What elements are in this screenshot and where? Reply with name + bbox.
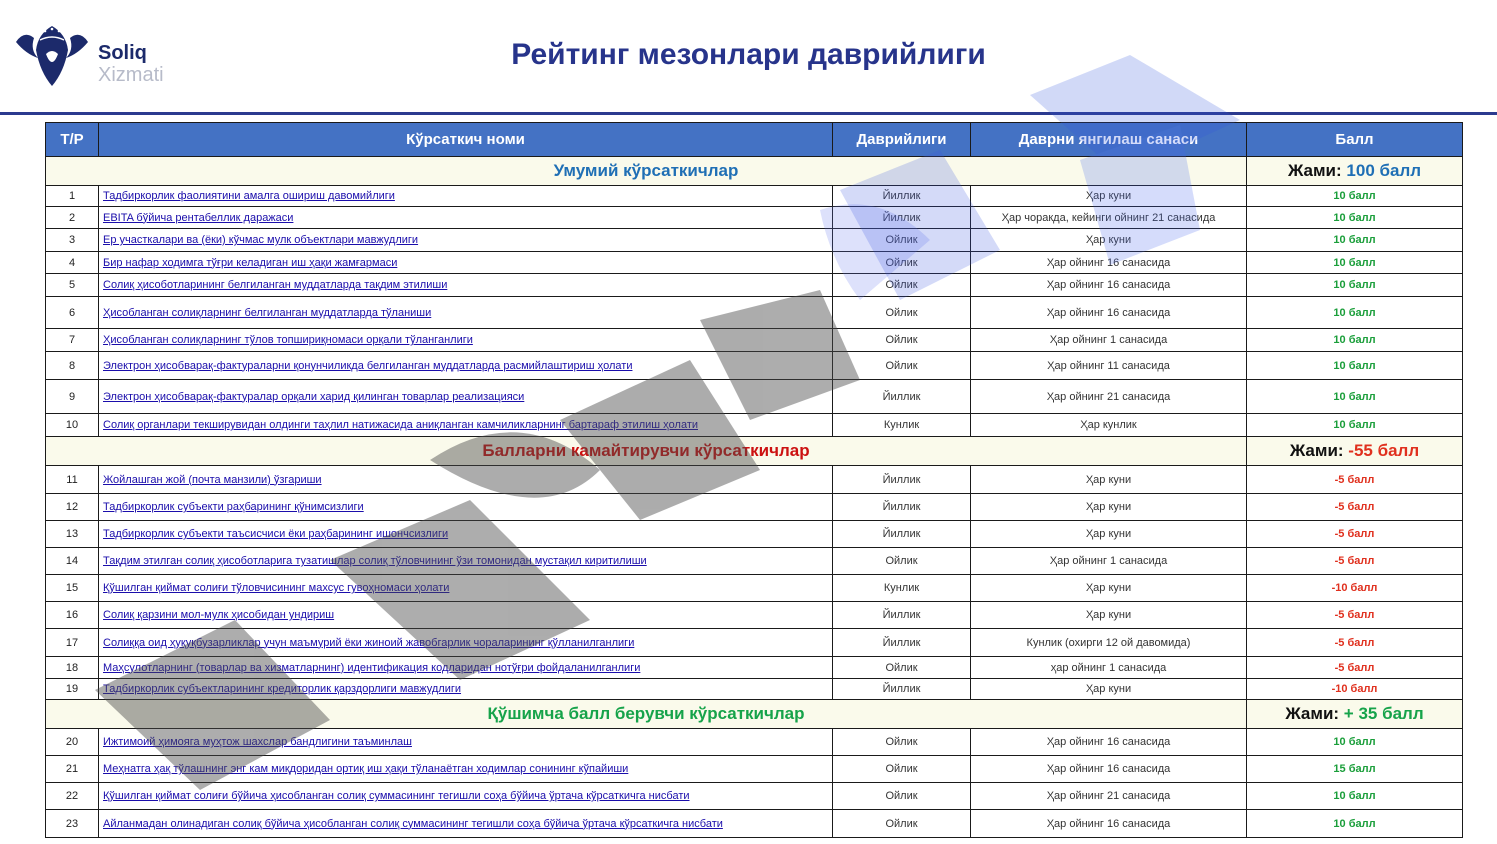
indicator-link[interactable]: Солиқ қарзини мол-мулк ҳисобидан ундириш (103, 609, 335, 621)
periodicity-cell: Йиллик (833, 494, 971, 521)
indicator-link[interactable]: Қўшилган қиймат солиғи тўловчисининг махсус гувоҳномаси ҳолати (103, 582, 450, 594)
update-date-cell: Ҳар куни (971, 494, 1247, 521)
indicator-link[interactable]: Тадбиркорлик субъекти раҳбарининг қўнимсизлиги (103, 501, 364, 513)
indicator-link-cell[interactable] (99, 629, 833, 657)
table-row (46, 229, 1463, 252)
indicator-link[interactable]: Айланмадан олинадиган солиқ бўйича ҳисобланган солиқ суммасининг тегишли соҳа бўйича ўртача кўрсаткичга нисбати (103, 817, 723, 830)
periodicity-cell: Йиллик (833, 186, 971, 207)
indicator-link-cell[interactable] (99, 575, 833, 602)
section-total (1247, 157, 1463, 186)
periodicity-cell: Ойлик (833, 297, 971, 329)
indicator-link[interactable]: Солиққа оид ҳуқуқбузарликлар учун маъмурий ёки жиноий жавобгарлик чораларининг қўлланилганлиги (103, 636, 635, 649)
row-number-cell: 1 (46, 186, 99, 207)
row-number-cell: 2 (46, 207, 99, 229)
periodicity-cell: Йиллик (833, 602, 971, 629)
update-date-cell: Ҳар куни (971, 679, 1247, 700)
section-header-general (46, 157, 1463, 186)
table-row (46, 297, 1463, 329)
section-header-reducing (46, 437, 1463, 466)
points-cell: -5 балл (1247, 494, 1463, 521)
table-row (46, 274, 1463, 297)
update-date-cell: Ҳар куни (971, 229, 1247, 252)
periodicity-cell: Йиллик (833, 380, 971, 414)
indicator-link[interactable]: Солиқ органлари текширувидан олдинги таҳлил натижасида аниқланган камчиликларнинг бартараф этилиш ҳолати (103, 419, 698, 431)
points-cell: 10 балл (1247, 186, 1463, 207)
points-cell: 10 балл (1247, 414, 1463, 437)
row-number-cell: 22 (46, 783, 99, 810)
table-row (46, 494, 1463, 521)
points-cell: 10 балл (1247, 297, 1463, 329)
points-cell: -5 балл (1247, 466, 1463, 494)
section-total-value: 100 балл (1346, 161, 1422, 180)
indicator-link-cell[interactable] (99, 380, 833, 414)
row-number-cell: 13 (46, 521, 99, 548)
update-date-cell: Ҳар ойнинг 16 санасида (971, 274, 1247, 297)
indicator-link[interactable]: Бир нафар ходимга тўғри келадиган иш ҳақи жамғармаси (103, 256, 398, 269)
indicator-link-cell[interactable] (99, 679, 833, 700)
table-row (46, 414, 1463, 437)
indicator-link-cell[interactable] (99, 186, 833, 207)
row-number-cell: 10 (46, 414, 99, 437)
indicator-link[interactable]: EBITA бўйича рентабеллик даражаси (103, 211, 294, 224)
indicator-link-cell[interactable] (99, 229, 833, 252)
periodicity-cell: Йиллик (833, 521, 971, 548)
points-cell: 10 балл (1247, 729, 1463, 756)
indicator-link-cell[interactable] (99, 602, 833, 629)
indicator-link-cell[interactable] (99, 414, 833, 437)
update-date-cell: Ҳар ойнинг 16 санасида (971, 729, 1247, 756)
section-title-text: Балларни камайтирувчи кўрсаткичлар (482, 441, 810, 460)
update-date-cell: Ҳар куни (971, 466, 1247, 494)
update-date-cell: Ҳар ойнинг 16 санасида (971, 297, 1247, 329)
section-total (1247, 437, 1463, 466)
section-title (46, 700, 1247, 729)
points-cell: 10 балл (1247, 252, 1463, 274)
periodicity-cell: Йиллик (833, 466, 971, 494)
col-header-indicator: Кўрсаткич номи (99, 123, 833, 157)
indicator-link-cell[interactable] (99, 297, 833, 329)
points-cell: -10 балл (1247, 679, 1463, 700)
section-total-label: Жами: (1285, 704, 1340, 723)
indicator-link[interactable]: Ҳисобланган солиқларнинг тўлов топшириқномаси орқали тўланганлиги (103, 334, 473, 346)
indicator-link-cell[interactable] (99, 274, 833, 297)
indicator-link-cell[interactable] (99, 252, 833, 274)
section-total-label: Жами: (1289, 441, 1344, 460)
periodicity-cell: Ойлик (833, 329, 971, 352)
table-row (46, 783, 1463, 810)
periodicity-cell: Ойлик (833, 352, 971, 380)
indicator-link[interactable]: Ижтимоий ҳимояга муҳтож шахслар бандлигини таъминлаш (103, 736, 412, 748)
update-date-cell: Ҳар ойнинг 21 санасида (971, 380, 1247, 414)
indicator-link[interactable]: Тадбиркорлик субъекти таъсисчиси ёки раҳбарининг ишончсизлиги (103, 528, 449, 540)
indicator-link-cell[interactable] (99, 729, 833, 756)
points-cell: 15 балл (1247, 756, 1463, 783)
row-number-cell: 16 (46, 602, 99, 629)
row-number-cell: 6 (46, 297, 99, 329)
indicator-link-cell[interactable] (99, 783, 833, 810)
points-cell: 10 балл (1247, 329, 1463, 352)
table-header-row (46, 123, 1463, 157)
indicator-link-cell[interactable] (99, 756, 833, 783)
table-row (46, 548, 1463, 575)
periodicity-cell: Ойлик (833, 810, 971, 838)
points-cell: -10 балл (1247, 575, 1463, 602)
periodicity-cell: Йиллик (833, 629, 971, 657)
periodicity-cell: Ойлик (833, 657, 971, 679)
update-date-cell: Ҳар ойнинг 1 санасида (971, 329, 1247, 352)
points-cell: 10 балл (1247, 380, 1463, 414)
table-row (46, 380, 1463, 414)
update-date-cell: Ҳар куни (971, 186, 1247, 207)
update-date-cell: Ҳар куни (971, 521, 1247, 548)
periodicity-cell: Ойлик (833, 548, 971, 575)
table-row (46, 810, 1463, 838)
points-cell: 10 балл (1247, 229, 1463, 252)
section-total-value: -55 балл (1348, 441, 1420, 460)
indicator-link-cell[interactable] (99, 329, 833, 352)
indicator-link[interactable]: Тақдим этилган солиқ ҳисоботларига тузатишлар солиқ тўловчининг ўзи томонидан мустақил киритилиши (103, 555, 647, 567)
points-cell: 10 балл (1247, 352, 1463, 380)
indicator-link[interactable]: Тадбиркорлик субъектларининг кредиторлик қарздорлиги мавжудлиги (103, 683, 462, 695)
indicator-link-cell[interactable] (99, 352, 833, 380)
section-total-value: + 35 балл (1343, 704, 1424, 723)
row-number-cell: 18 (46, 657, 99, 679)
update-date-cell: Ҳар куни (971, 575, 1247, 602)
table-row (46, 657, 1463, 679)
indicator-link[interactable]: Ҳисобланган солиқларнинг белгиланган муддатларда тўланиши (103, 306, 432, 319)
periodicity-cell: Кунлик (833, 414, 971, 437)
periodicity-cell: Ойлик (833, 756, 971, 783)
table-row (46, 602, 1463, 629)
row-number-cell: 12 (46, 494, 99, 521)
header-divider (0, 112, 1497, 115)
update-date-cell: Ҳар ойнинг 16 санасида (971, 252, 1247, 274)
update-date-cell: Ҳар куни (971, 602, 1247, 629)
indicator-link[interactable]: Тадбиркорлик фаолиятини амалга ошириш давомийлиги (103, 190, 395, 202)
indicator-link[interactable]: Ер участкалари ва (ёки) кўчмас мулк объектлари мавжудлиги (103, 234, 419, 246)
points-cell: -5 балл (1247, 521, 1463, 548)
periodicity-cell: Ойлик (833, 729, 971, 756)
rating-criteria-table (45, 122, 1463, 838)
table-row (46, 252, 1463, 274)
col-header-update-date: Даврни янгилаш санаси (971, 123, 1247, 157)
row-number-cell: 15 (46, 575, 99, 602)
periodicity-cell: Кунлик (833, 575, 971, 602)
indicator-link-cell[interactable] (99, 810, 833, 838)
section-total-label: Жами: (1287, 161, 1342, 180)
table-row (46, 729, 1463, 756)
table-row (46, 521, 1463, 548)
update-date-cell: Ҳар ойнинг 21 санасида (971, 783, 1247, 810)
table-row (46, 575, 1463, 602)
periodicity-cell: Ойлик (833, 274, 971, 297)
section-header-bonus (46, 700, 1463, 729)
table-row (46, 186, 1463, 207)
periodicity-cell: Ойлик (833, 229, 971, 252)
logo-line-2: Xizmati (98, 64, 164, 86)
points-cell: 10 балл (1247, 207, 1463, 229)
indicator-link-cell[interactable] (99, 521, 833, 548)
row-number-cell: 11 (46, 466, 99, 494)
points-cell: 10 балл (1247, 810, 1463, 838)
points-cell: -5 балл (1247, 602, 1463, 629)
section-title (46, 157, 1247, 186)
indicator-link[interactable]: Солиқ ҳисоботларининг белгиланган муддатларда тақдим этилиши (103, 279, 448, 291)
row-number-cell: 8 (46, 352, 99, 380)
row-number-cell: 17 (46, 629, 99, 657)
row-number-cell: 14 (46, 548, 99, 575)
indicator-link[interactable]: Меҳнатга ҳақ тўлашнинг энг кам миқдоридан ортиқ иш ҳақи тўланаётган ходимлар сонининг кўпайиши (103, 763, 629, 775)
update-date-cell: Ҳар кунлик (971, 414, 1247, 437)
page-title: Рейтинг мезонлари даврийлиги (511, 38, 986, 71)
indicator-link[interactable]: Жойлашган жой (почта манзили) ўзгариши (103, 473, 322, 486)
row-number-cell: 19 (46, 679, 99, 700)
indicator-link-cell[interactable] (99, 207, 833, 229)
indicator-link-cell[interactable] (99, 548, 833, 575)
row-number-cell: 4 (46, 252, 99, 274)
update-date-cell: Ҳар ойнинг 16 санасида (971, 756, 1247, 783)
col-header-number: Т/Р (46, 123, 99, 157)
indicator-link[interactable]: Қўшилган қиймат солиғи бўйича ҳисобланган солиқ суммасининг тегишли соҳа бўйича ўртача кўрсаткичга нисбати (103, 790, 690, 802)
indicator-link[interactable]: Маҳсулотларнинг (товарлар ва хизматларнинг) идентификация кодларидан нотўғри фойдаланилганлиги (103, 661, 641, 674)
section-title-text: Қўшимча балл берувчи кўрсаткичлар (487, 704, 805, 723)
col-header-points: Балл (1247, 123, 1463, 157)
update-date-cell: Ҳар чоракда, кейинги ойнинг 21 санасида (971, 207, 1247, 229)
row-number-cell: 5 (46, 274, 99, 297)
table-row (46, 679, 1463, 700)
logo-line-1: Soliq (98, 42, 147, 64)
update-date-cell: Ҳар ойнинг 11 санасида (971, 352, 1247, 380)
section-total (1247, 700, 1463, 729)
periodicity-cell: Йиллик (833, 679, 971, 700)
indicator-link[interactable]: Электрон ҳисобварақ-фактуралар орқали харид қилинган товарлар реализацияси (103, 390, 525, 403)
table-row (46, 207, 1463, 229)
periodicity-cell: Ойлик (833, 783, 971, 810)
points-cell: 10 балл (1247, 274, 1463, 297)
section-title-text: Умумий кўрсаткичлар (553, 161, 739, 180)
update-date-cell: Ҳар ойнинг 16 санасида (971, 810, 1247, 838)
indicator-link-cell[interactable] (99, 466, 833, 494)
row-number-cell: 3 (46, 229, 99, 252)
indicator-link-cell[interactable] (99, 494, 833, 521)
table-body (46, 157, 1463, 838)
update-date-cell: Кунлик (охирги 12 ой давомида) (971, 629, 1247, 657)
row-number-cell: 23 (46, 810, 99, 838)
points-cell: -5 балл (1247, 548, 1463, 575)
row-number-cell: 9 (46, 380, 99, 414)
update-date-cell: Ҳар ойнинг 1 санасида (971, 548, 1247, 575)
table-row (46, 329, 1463, 352)
points-cell: -5 балл (1247, 657, 1463, 679)
update-date-cell: ҳар ойнинг 1 санасида (971, 657, 1247, 679)
row-number-cell: 20 (46, 729, 99, 756)
col-header-periodicity: Даврийлиги (833, 123, 971, 157)
row-number-cell: 21 (46, 756, 99, 783)
indicator-link[interactable]: Электрон ҳисобварақ-фактураларни қонунчиликда белгиланган муддатларда расмийлаштириш ҳолати (103, 359, 633, 372)
table-row (46, 466, 1463, 494)
indicator-link-cell[interactable] (99, 657, 833, 679)
periodicity-cell: Йиллик (833, 207, 971, 229)
row-number-cell: 7 (46, 329, 99, 352)
table-row (46, 352, 1463, 380)
section-title (46, 437, 1247, 466)
periodicity-cell: Ойлик (833, 252, 971, 274)
points-cell: 10 балл (1247, 783, 1463, 810)
table-row (46, 629, 1463, 657)
table-row (46, 756, 1463, 783)
points-cell: -5 балл (1247, 629, 1463, 657)
